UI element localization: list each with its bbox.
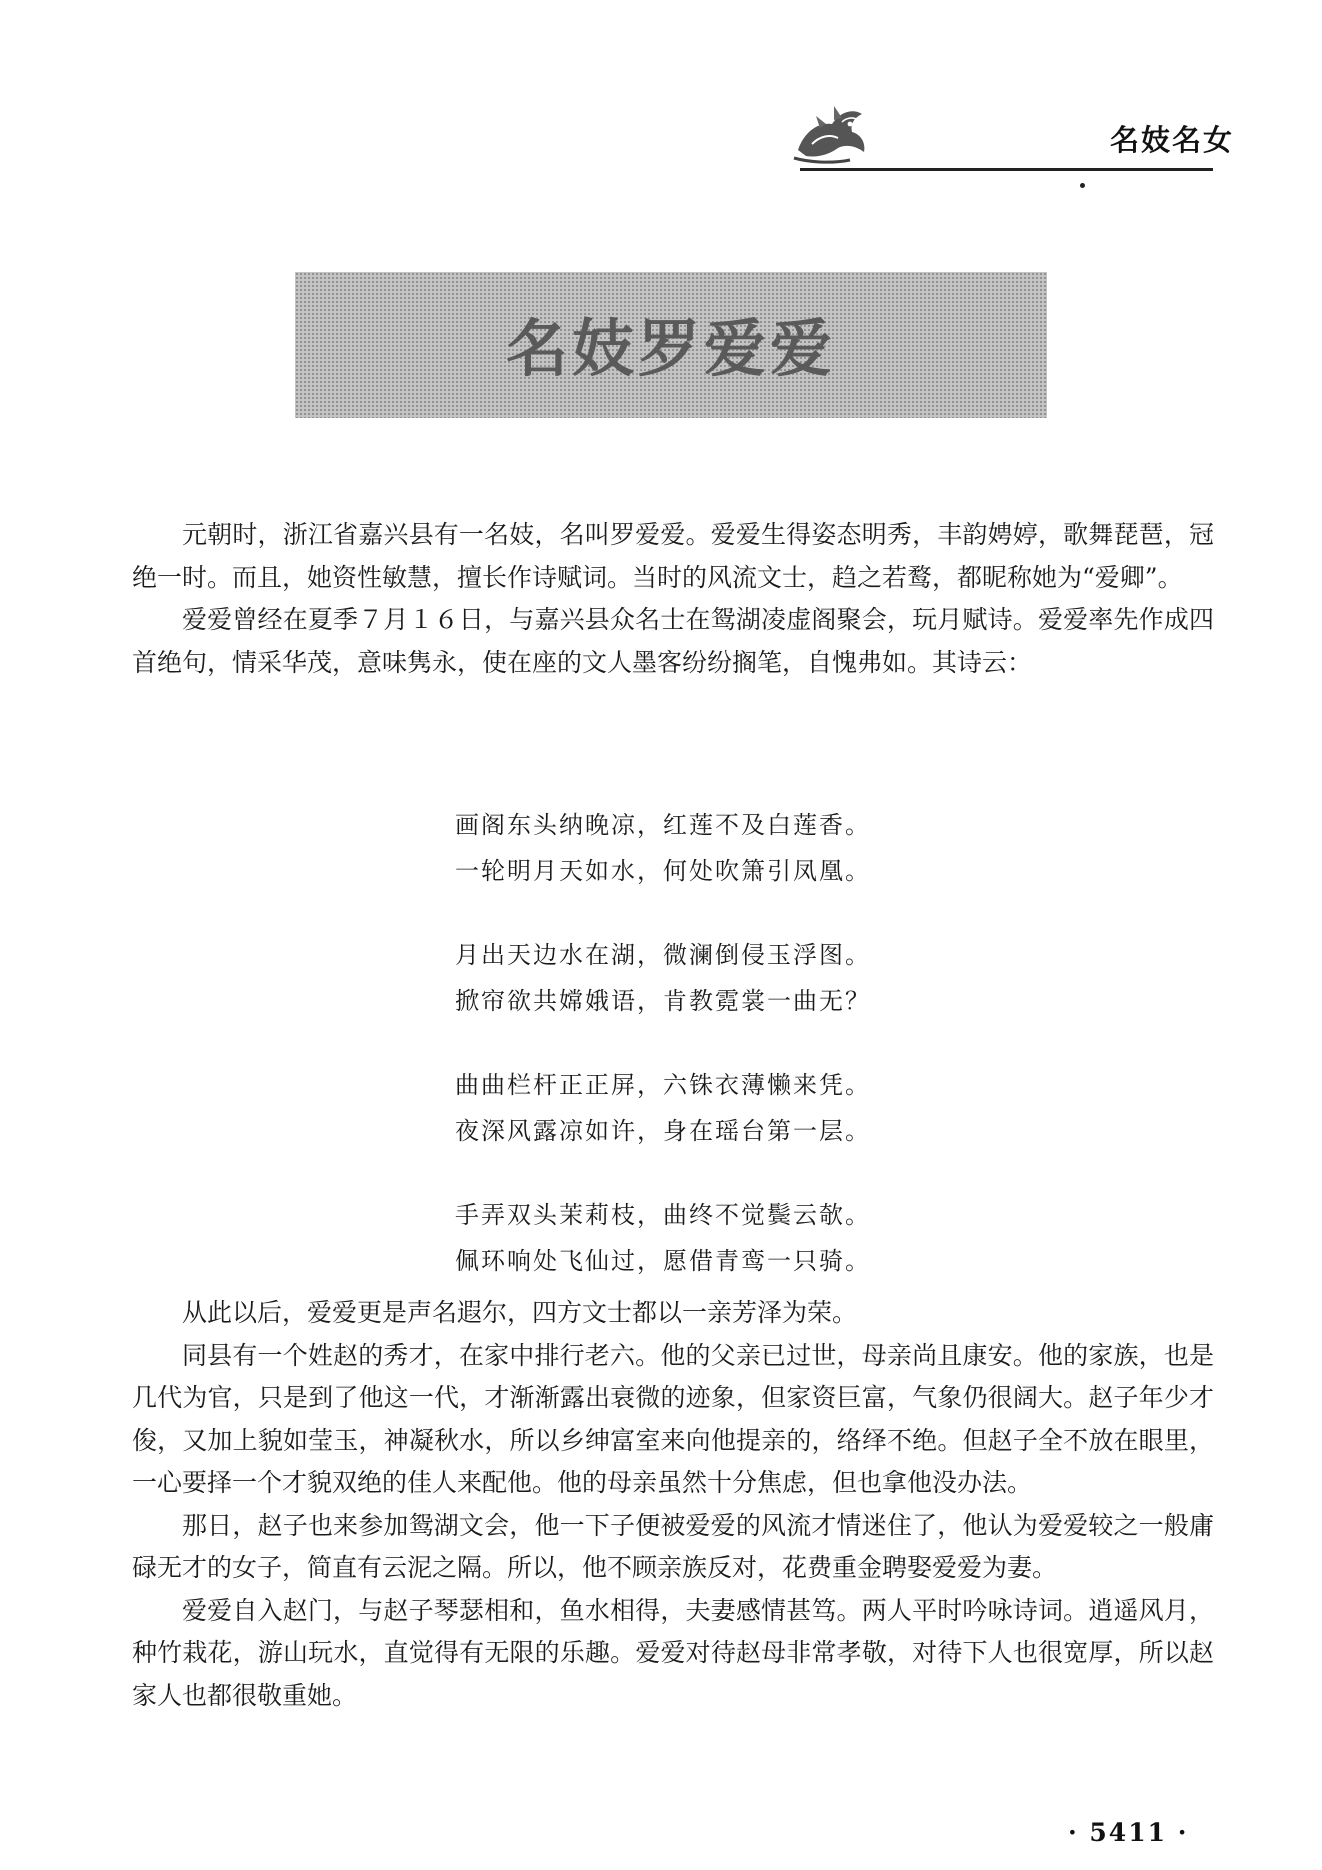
poem-line: 手弄双头茉莉枝，曲终不觉鬓云欹。 bbox=[455, 1201, 871, 1229]
paragraph: 爱爱曾经在夏季７月１６日，与嘉兴县众名士在鸳湖凌虚阁聚会，玩月赋诗。爱爱率先作成四首绝句，情采华茂，意味隽永，使在座的文人墨客纷纷搁笔，自愧弗如。其诗云： bbox=[132, 605, 1214, 677]
title-banner bbox=[295, 272, 1047, 418]
poem-line: 佩环响处飞仙过，愿借青鸾一只骑。 bbox=[455, 1247, 871, 1275]
poem-line: 夜深风露凉如许，身在瑶台第一层。 bbox=[455, 1117, 871, 1145]
paragraph: 爱爱自入赵门，与赵子琴瑟相和，鱼水相得，夫妻感情甚笃。两人平时吟咏诗词。逍遥风月，种竹栽花，游山玩水，直觉得有无限的乐趣。爱爱对待赵母非常孝敬，对待下人也很宽厚，所以赵家人也都很敬重她。 bbox=[132, 1595, 1214, 1710]
paragraph: 那日，赵子也来参加鸳湖文会，他一下子便被爱爱的风流才情迷住了，他认为爱爱较之一般庸碌无才的女子，简直有云泥之隔。所以，他不顾亲族反对，花费重金聘娶爱爱为妻。 bbox=[132, 1510, 1214, 1582]
poem-stanza bbox=[455, 1062, 871, 1154]
poem-line: 掀帘欲共嫦娥语，肯教霓裳一曲无？ bbox=[455, 987, 871, 1015]
poem-stanza bbox=[455, 932, 871, 1024]
paragraph: 元朝时，浙江省嘉兴县有一名妓，名叫罗爱爱。爱爱生得姿态明秀，丰韵娉婷，歌舞琵琶，冠绝一时。而且，她资性敏慧，擅长作诗赋词。当时的风流文士，趋之若鹜，都昵称她为“爱卿”。 bbox=[132, 520, 1214, 592]
poem-line: 画阁东头纳晚凉，红莲不及白莲香。 bbox=[455, 811, 871, 839]
section-title: 名妓名女 bbox=[1110, 123, 1235, 157]
paragraph: 从此以后，爱爱更是声名遐尔，四方文士都以一亲芳泽为荣。 bbox=[182, 1298, 858, 1327]
poem-line: 曲曲栏杆正正屏，六铢衣薄懒来凭。 bbox=[455, 1071, 871, 1099]
poem-line: 一轮明月天如水，何处吹箫引凤凰。 bbox=[455, 857, 871, 885]
dragon-emblem-icon bbox=[790, 98, 872, 168]
poem-stanza bbox=[455, 1192, 871, 1284]
article-body-top bbox=[132, 514, 1214, 684]
poem bbox=[455, 802, 871, 1322]
header-dot bbox=[1080, 183, 1085, 188]
article-body-bottom bbox=[132, 1292, 1214, 1717]
header-rule bbox=[800, 168, 1213, 171]
article-title: 名妓罗爱爱 bbox=[505, 311, 836, 385]
poem-line: 月出天边水在湖，微澜倒侵玉浮图。 bbox=[455, 941, 871, 969]
page-number: · 5411 · bbox=[1068, 1818, 1189, 1847]
paragraph: 同县有一个姓赵的秀才，在家中排行老六。他的父亲已过世，母亲尚且康安。他的家族，也是几代为官，只是到了他这一代，才渐渐露出衰微的迹象，但家资巨富，气象仍很阔大。赵子年少才俊，又加上貌如莹玉，神凝秋水，所以乡绅富室来向他提亲的，络绎不绝。但赵子全不放在眼里，一心要择一个才貌双绝的佳人来配他。他的母亲虽然十分焦虑，但也拿他没办法。 bbox=[132, 1340, 1214, 1497]
poem-stanza bbox=[455, 802, 871, 894]
